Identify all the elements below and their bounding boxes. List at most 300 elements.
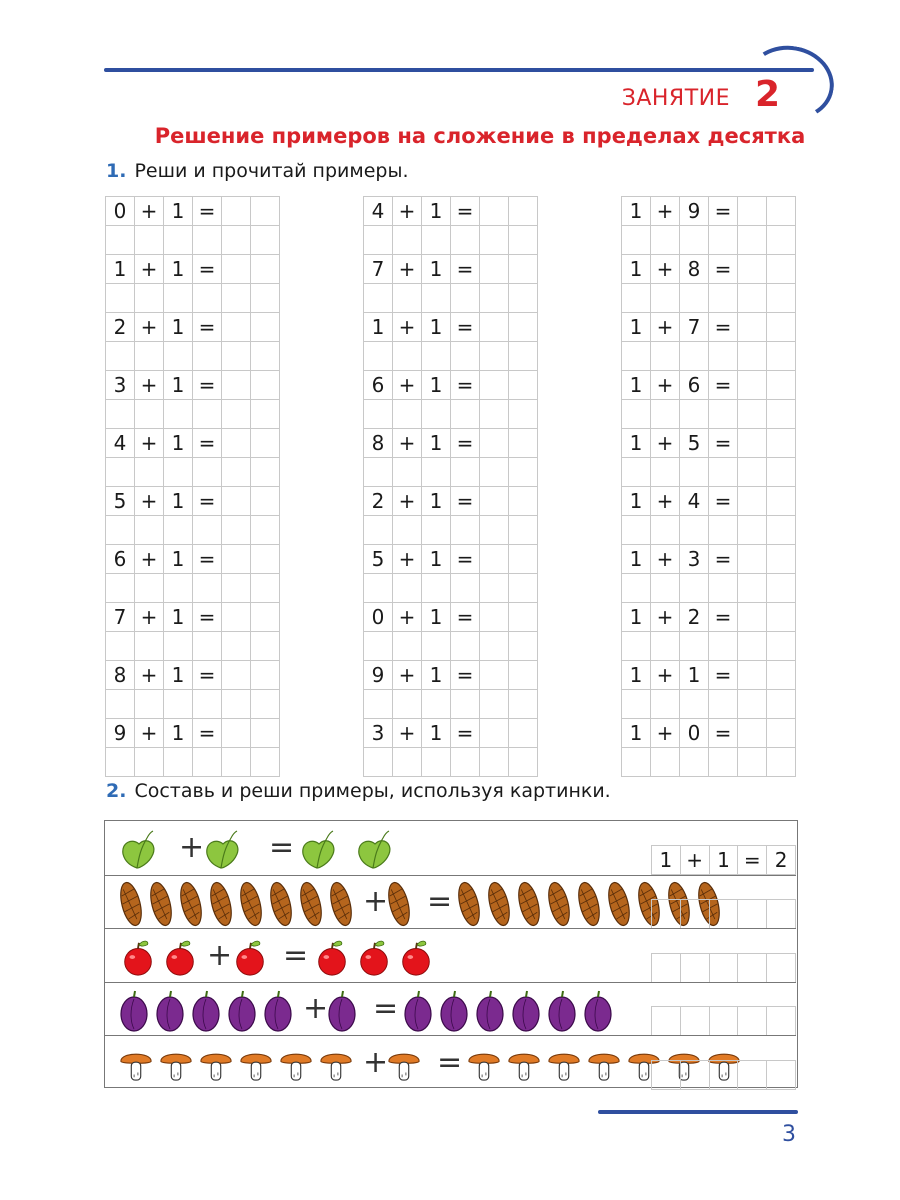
- answer-cell[interactable]: [767, 719, 796, 748]
- answer-cell[interactable]: [680, 400, 709, 429]
- answer-cell[interactable]: [509, 690, 538, 719]
- answer-cell[interactable]: [135, 632, 164, 661]
- plum-icon: [191, 989, 221, 1033]
- answer-cell[interactable]: [480, 284, 509, 313]
- example-answer-cell: =: [738, 845, 767, 874]
- answer-cell[interactable]: [680, 574, 709, 603]
- equals-sign: =: [193, 603, 222, 632]
- answer-cell[interactable]: [251, 719, 280, 748]
- answer-cell[interactable]: [652, 1060, 681, 1089]
- answer-cell[interactable]: [651, 226, 680, 255]
- answer-cell[interactable]: [422, 574, 451, 603]
- answer-cell[interactable]: [738, 313, 767, 342]
- answer-cell[interactable]: [106, 748, 135, 777]
- answer-cell[interactable]: [680, 342, 709, 371]
- answer-cell[interactable]: [767, 661, 796, 690]
- answer-cell[interactable]: [422, 632, 451, 661]
- answer-cell[interactable]: [680, 1007, 709, 1036]
- plus-sign: +: [135, 371, 164, 400]
- answer-cell[interactable]: [393, 748, 422, 777]
- answer-cell[interactable]: [364, 400, 393, 429]
- digit-cell: 1: [164, 429, 193, 458]
- answer-cell[interactable]: [135, 690, 164, 719]
- answer-cell[interactable]: [509, 603, 538, 632]
- plus-sign: +: [135, 255, 164, 284]
- answer-cell[interactable]: [509, 371, 538, 400]
- answer-cell[interactable]: [651, 400, 680, 429]
- answer-cell[interactable]: [222, 342, 251, 371]
- answer-cell[interactable]: [364, 458, 393, 487]
- answer-cell[interactable]: [135, 516, 164, 545]
- answer-cell[interactable]: [680, 1060, 709, 1089]
- answer-cell[interactable]: [652, 953, 681, 982]
- answer-cell[interactable]: [451, 342, 480, 371]
- answer-cell[interactable]: [709, 284, 738, 313]
- answer-cell[interactable]: [222, 284, 251, 313]
- answer-cell[interactable]: [680, 690, 709, 719]
- plus-sign: +: [393, 545, 422, 574]
- answer-cell[interactable]: [738, 197, 767, 226]
- answer-cell[interactable]: [767, 400, 796, 429]
- answer-cell[interactable]: [193, 226, 222, 255]
- answer-cell[interactable]: [135, 458, 164, 487]
- answer-cell[interactable]: [480, 342, 509, 371]
- answer-cell[interactable]: [480, 226, 509, 255]
- leaf-icon: [203, 830, 243, 870]
- task1-heading: [106, 160, 409, 182]
- answer-cell[interactable]: [709, 574, 738, 603]
- answer-cell[interactable]: [480, 458, 509, 487]
- answer-cell[interactable]: [509, 748, 538, 777]
- answer-cell[interactable]: [509, 516, 538, 545]
- answer-cell[interactable]: [738, 574, 767, 603]
- answer-cell[interactable]: [622, 516, 651, 545]
- answer-cell[interactable]: [622, 342, 651, 371]
- answer-cell[interactable]: [509, 429, 538, 458]
- answer-cell[interactable]: [251, 284, 280, 313]
- answer-cell[interactable]: [364, 226, 393, 255]
- answer-cell[interactable]: [738, 632, 767, 661]
- digit-cell: 1: [622, 371, 651, 400]
- answer-cell[interactable]: [680, 900, 709, 929]
- answer-cell[interactable]: [480, 632, 509, 661]
- answer-cell[interactable]: [251, 603, 280, 632]
- answer-cell[interactable]: [680, 953, 709, 982]
- answer-cell[interactable]: [709, 342, 738, 371]
- answer-cell[interactable]: [767, 284, 796, 313]
- answer-cell[interactable]: [106, 574, 135, 603]
- digit-cell: 1: [422, 487, 451, 516]
- answer-cell[interactable]: [193, 284, 222, 313]
- answer-cell[interactable]: [738, 900, 767, 929]
- answer-cell[interactable]: [622, 226, 651, 255]
- answer-cell[interactable]: [509, 400, 538, 429]
- answer-cell[interactable]: [451, 226, 480, 255]
- answer-cell[interactable]: [651, 748, 680, 777]
- answer-cell[interactable]: [767, 226, 796, 255]
- answer-cell[interactable]: [767, 516, 796, 545]
- answer-cell[interactable]: [422, 690, 451, 719]
- answer-cell[interactable]: [106, 342, 135, 371]
- answer-cell[interactable]: [709, 400, 738, 429]
- answer-cell[interactable]: [222, 748, 251, 777]
- answer-cell[interactable]: [509, 661, 538, 690]
- answer-cell[interactable]: [106, 458, 135, 487]
- grid-row: [622, 748, 796, 777]
- plus-sign: +: [135, 603, 164, 632]
- answer-cell[interactable]: [480, 545, 509, 574]
- answer-cell[interactable]: [480, 313, 509, 342]
- answer-cell[interactable]: [364, 748, 393, 777]
- answer-cell[interactable]: [135, 400, 164, 429]
- answer-cell[interactable]: [480, 255, 509, 284]
- answer-cell[interactable]: [652, 1007, 681, 1036]
- answer-cell[interactable]: [164, 690, 193, 719]
- answer-cell[interactable]: [164, 400, 193, 429]
- answer-cell[interactable]: [767, 313, 796, 342]
- answer-cell[interactable]: [767, 1007, 796, 1036]
- answer-cell[interactable]: [709, 690, 738, 719]
- answer-cell[interactable]: [222, 661, 251, 690]
- answer-cell[interactable]: [451, 284, 480, 313]
- grid-row: [106, 371, 280, 400]
- answer-cell[interactable]: [622, 458, 651, 487]
- answer-cell[interactable]: [164, 748, 193, 777]
- plus-sign: +: [135, 487, 164, 516]
- answer-cell[interactable]: [509, 197, 538, 226]
- answer-cell[interactable]: [509, 284, 538, 313]
- answer-cell[interactable]: [393, 284, 422, 313]
- answer-cell[interactable]: [106, 226, 135, 255]
- answer-cell[interactable]: [106, 516, 135, 545]
- plus-sign: +: [303, 991, 329, 1027]
- answer-cell[interactable]: [251, 574, 280, 603]
- answer-cell[interactable]: [222, 371, 251, 400]
- leaf-icon: [119, 830, 159, 870]
- answer-cell[interactable]: [164, 284, 193, 313]
- answer-cell[interactable]: [509, 545, 538, 574]
- answer-cell[interactable]: [222, 458, 251, 487]
- digit-cell: 1: [622, 661, 651, 690]
- answer-cell[interactable]: [364, 342, 393, 371]
- answer-cell[interactable]: [651, 516, 680, 545]
- answer-cell[interactable]: [480, 400, 509, 429]
- answer-cell[interactable]: [193, 690, 222, 719]
- answer-cell[interactable]: [451, 516, 480, 545]
- answer-cell[interactable]: [135, 574, 164, 603]
- answer-cell[interactable]: [480, 516, 509, 545]
- answer-cell[interactable]: [709, 226, 738, 255]
- answer-cell[interactable]: [251, 458, 280, 487]
- answer-cell[interactable]: [767, 900, 796, 929]
- answer-cell[interactable]: [393, 458, 422, 487]
- answer-cell[interactable]: [680, 632, 709, 661]
- answer-cell[interactable]: [222, 516, 251, 545]
- grid-row: [622, 197, 796, 226]
- answer-cell[interactable]: [767, 603, 796, 632]
- answer-cell[interactable]: [767, 342, 796, 371]
- answer-cell[interactable]: [422, 400, 451, 429]
- answer-cell[interactable]: [709, 1007, 738, 1036]
- answer-cell[interactable]: [738, 1060, 767, 1089]
- answer-cell[interactable]: [738, 255, 767, 284]
- answer-cell[interactable]: [135, 342, 164, 371]
- answer-cell[interactable]: [738, 458, 767, 487]
- answer-cell[interactable]: [251, 516, 280, 545]
- answer-cell[interactable]: [767, 255, 796, 284]
- answer-cell[interactable]: [709, 516, 738, 545]
- answer-cell[interactable]: [106, 284, 135, 313]
- answer-cell[interactable]: [767, 487, 796, 516]
- answer-cell[interactable]: [738, 371, 767, 400]
- digit-cell: 1: [106, 255, 135, 284]
- answer-cell[interactable]: [738, 487, 767, 516]
- answer-cell[interactable]: [480, 574, 509, 603]
- answer-cell[interactable]: [738, 953, 767, 982]
- answer-cell[interactable]: [422, 516, 451, 545]
- answer-cell[interactable]: [709, 748, 738, 777]
- answer-cell[interactable]: [709, 458, 738, 487]
- answer-cell[interactable]: [164, 516, 193, 545]
- answer-cell[interactable]: [193, 342, 222, 371]
- answer-cell[interactable]: [480, 603, 509, 632]
- answer-cell[interactable]: [738, 748, 767, 777]
- answer-cell[interactable]: [738, 545, 767, 574]
- answer-cell[interactable]: [393, 574, 422, 603]
- digit-cell: 8: [106, 661, 135, 690]
- answer-cell[interactable]: [480, 748, 509, 777]
- answer-cell[interactable]: [251, 632, 280, 661]
- answer-cell[interactable]: [738, 284, 767, 313]
- answer-cell[interactable]: [509, 574, 538, 603]
- answer-cell[interactable]: [738, 516, 767, 545]
- answer-cell[interactable]: [451, 690, 480, 719]
- answer-cell[interactable]: [193, 458, 222, 487]
- digit-cell: 1: [422, 371, 451, 400]
- answer-cell[interactable]: [393, 342, 422, 371]
- answer-cell[interactable]: [393, 632, 422, 661]
- answer-cell[interactable]: [767, 690, 796, 719]
- answer-cell[interactable]: [222, 719, 251, 748]
- answer-cell[interactable]: [222, 632, 251, 661]
- answer-cell[interactable]: [622, 284, 651, 313]
- answer-cell[interactable]: [509, 719, 538, 748]
- answer-cell[interactable]: [422, 748, 451, 777]
- answer-cell[interactable]: [480, 197, 509, 226]
- answer-cell[interactable]: [680, 284, 709, 313]
- answer-cell[interactable]: [164, 342, 193, 371]
- answer-cell[interactable]: [422, 284, 451, 313]
- answer-cell[interactable]: [767, 748, 796, 777]
- digit-cell: 1: [164, 661, 193, 690]
- answer-cell[interactable]: [652, 900, 681, 929]
- answer-cell[interactable]: [451, 632, 480, 661]
- answer-cell[interactable]: [767, 545, 796, 574]
- answer-cell[interactable]: [738, 342, 767, 371]
- answer-cell[interactable]: [222, 545, 251, 574]
- answer-cell[interactable]: [251, 487, 280, 516]
- answer-cell[interactable]: [451, 748, 480, 777]
- answer-cell[interactable]: [738, 603, 767, 632]
- answer-cell[interactable]: [251, 313, 280, 342]
- answer-cell[interactable]: [106, 400, 135, 429]
- answer-cell[interactable]: [738, 690, 767, 719]
- answer-cell[interactable]: [251, 226, 280, 255]
- answer-cell[interactable]: [422, 458, 451, 487]
- answer-cell[interactable]: [509, 632, 538, 661]
- answer-cell[interactable]: [364, 632, 393, 661]
- answer-cell[interactable]: [135, 748, 164, 777]
- answer-cell[interactable]: [651, 458, 680, 487]
- answer-cell[interactable]: [222, 574, 251, 603]
- answer-cell[interactable]: [680, 516, 709, 545]
- answer-cell[interactable]: [164, 574, 193, 603]
- answer-cell[interactable]: [509, 458, 538, 487]
- answer-cell[interactable]: [651, 690, 680, 719]
- mushroom-icon: [547, 1045, 581, 1085]
- answer-cell[interactable]: [680, 748, 709, 777]
- answer-cell[interactable]: [767, 371, 796, 400]
- answer-cell[interactable]: [767, 1060, 796, 1089]
- answer-cell[interactable]: [393, 690, 422, 719]
- answer-cell[interactable]: [451, 574, 480, 603]
- answer-cell[interactable]: [738, 226, 767, 255]
- digit-cell: 0: [106, 197, 135, 226]
- grid-row: [106, 661, 280, 690]
- answer-cell[interactable]: [251, 748, 280, 777]
- answer-cell[interactable]: [738, 429, 767, 458]
- answer-cell[interactable]: [622, 690, 651, 719]
- answer-cell[interactable]: [422, 342, 451, 371]
- equals-sign: =: [451, 719, 480, 748]
- answer-cell[interactable]: [193, 574, 222, 603]
- pine-cone-icon: [329, 880, 353, 928]
- answer-cell[interactable]: [393, 226, 422, 255]
- answer-cell[interactable]: [193, 516, 222, 545]
- answer-cell[interactable]: [767, 574, 796, 603]
- answer-cell[interactable]: [164, 458, 193, 487]
- answer-cell[interactable]: [622, 748, 651, 777]
- answer-cell[interactable]: [364, 516, 393, 545]
- answer-cell[interactable]: [680, 458, 709, 487]
- grid-row: [622, 429, 796, 458]
- answer-cell[interactable]: [222, 226, 251, 255]
- plus-sign: +: [393, 603, 422, 632]
- answer-cell[interactable]: [480, 661, 509, 690]
- answer-cell[interactable]: [193, 632, 222, 661]
- answer-cell[interactable]: [509, 313, 538, 342]
- answer-cell[interactable]: [651, 284, 680, 313]
- answer-cell[interactable]: [651, 342, 680, 371]
- answer-cell[interactable]: [451, 458, 480, 487]
- answer-cell[interactable]: [222, 690, 251, 719]
- answer-cell[interactable]: [251, 400, 280, 429]
- answer-cell[interactable]: [364, 690, 393, 719]
- answer-cell[interactable]: [480, 429, 509, 458]
- grid-row: [106, 545, 280, 574]
- answer-cell[interactable]: [422, 226, 451, 255]
- equals-sign: =: [709, 719, 738, 748]
- answer-cell[interactable]: [738, 661, 767, 690]
- answer-cell[interactable]: [709, 900, 738, 929]
- digit-cell: 9: [680, 197, 709, 226]
- answer-cell[interactable]: [622, 400, 651, 429]
- grid-row: [622, 632, 796, 661]
- answer-cell[interactable]: [451, 400, 480, 429]
- answer-cell[interactable]: [767, 458, 796, 487]
- answer-cell[interactable]: [251, 342, 280, 371]
- answer-cell[interactable]: [393, 400, 422, 429]
- answer-cell[interactable]: [106, 632, 135, 661]
- answer-cell[interactable]: [622, 632, 651, 661]
- answer-cell[interactable]: [251, 371, 280, 400]
- answer-cell[interactable]: [509, 487, 538, 516]
- answer-cell[interactable]: [767, 429, 796, 458]
- answer-cell[interactable]: [135, 284, 164, 313]
- answer-cell[interactable]: [709, 1060, 738, 1089]
- answer-cell[interactable]: [222, 603, 251, 632]
- answer-cell[interactable]: [251, 197, 280, 226]
- answer-cell[interactable]: [251, 661, 280, 690]
- answer-cell[interactable]: [164, 226, 193, 255]
- answer-cell[interactable]: [480, 371, 509, 400]
- answer-cell[interactable]: [222, 197, 251, 226]
- answer-cell[interactable]: [480, 487, 509, 516]
- answer-cell[interactable]: [738, 400, 767, 429]
- answer-cell[interactable]: [251, 545, 280, 574]
- answer-cell[interactable]: [651, 632, 680, 661]
- answer-cell[interactable]: [651, 574, 680, 603]
- lesson-label: ЗАНЯТИЕ: [621, 86, 730, 111]
- answer-cell[interactable]: [106, 690, 135, 719]
- answer-cell[interactable]: [164, 632, 193, 661]
- answer-cell[interactable]: [222, 487, 251, 516]
- answer-cell[interactable]: [480, 690, 509, 719]
- digit-cell: 3: [106, 371, 135, 400]
- answer-cell[interactable]: [509, 342, 538, 371]
- answer-cell[interactable]: [251, 690, 280, 719]
- answer-cell[interactable]: [222, 400, 251, 429]
- answer-cell[interactable]: [193, 400, 222, 429]
- answer-cell[interactable]: [364, 284, 393, 313]
- answer-cell[interactable]: [193, 748, 222, 777]
- answer-cell[interactable]: [767, 197, 796, 226]
- answer-cell[interactable]: [222, 313, 251, 342]
- answer-cell[interactable]: [738, 719, 767, 748]
- answer-cell[interactable]: [738, 1007, 767, 1036]
- answer-cell[interactable]: [480, 719, 509, 748]
- answer-cell[interactable]: [364, 574, 393, 603]
- answer-cell[interactable]: [222, 429, 251, 458]
- answer-cell[interactable]: [509, 226, 538, 255]
- answer-cell[interactable]: [251, 255, 280, 284]
- answer-cell[interactable]: [709, 632, 738, 661]
- answer-cell[interactable]: [622, 574, 651, 603]
- grid-row: [106, 574, 280, 603]
- answer-cell[interactable]: [709, 953, 738, 982]
- answer-cell[interactable]: [767, 953, 796, 982]
- answer-cell[interactable]: [680, 226, 709, 255]
- answer-cell[interactable]: [251, 429, 280, 458]
- answer-cell[interactable]: [767, 632, 796, 661]
- answer-cell[interactable]: [135, 226, 164, 255]
- answer-cell[interactable]: [509, 255, 538, 284]
- plum-icon: [547, 989, 577, 1033]
- answer-cell[interactable]: [393, 516, 422, 545]
- example-answer-cell: 1: [709, 845, 738, 874]
- answer-cell[interactable]: [222, 255, 251, 284]
- plus-sign: +: [135, 313, 164, 342]
